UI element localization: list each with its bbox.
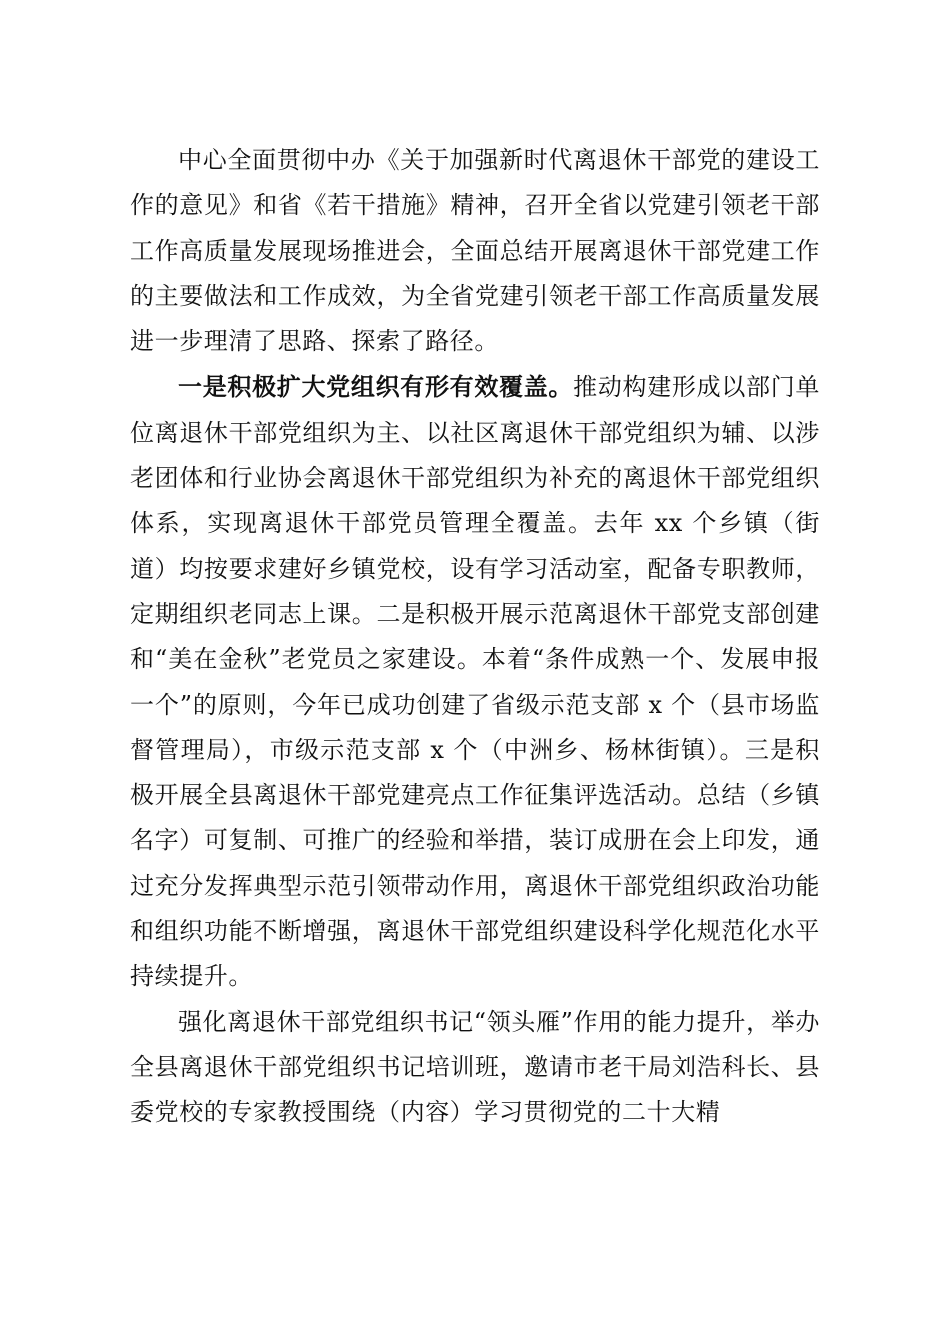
paragraph-coverage-heading: 一是积极扩大党组织有形有效覆盖。 [178,372,574,402]
paragraph-intro [130,138,820,364]
document-body [130,138,820,1136]
paragraph-coverage [130,364,820,999]
paragraph-intro-text: 中心全面贯彻中办《关于加强新时代离退休干部党的建设工作的意见》和省《若干措施》精神，召开全省以党建引领老干部工作高质量发展现场推进会，全面总结开展离退休干部党建工作的主要做法和工作成效，为全省党建引领老干部工作高质量发展进一步理清了思路、探索了路径。 [130,146,820,356]
paragraph-training [130,1000,820,1136]
paragraph-coverage-text: 推动构建形成以部门单位离退休干部党组织为主、以社区离退休干部党组织为辅、以涉老团体和行业协会离退休干部党组织为补充的离退休干部党组织体系，实现离退休干部党员管理全覆盖。去年 xx 个乡镇（街道）均按要求建好乡镇党校，设有学习活动室，配备专职教师，定期组织老同志上课。二是积极开展示范离退休干部党支部创建和“美在金秋”老党员之家建设。本着“条件成熟一个、发展申报一个”的原则，今年已成功创建了省级示范支部 x 个（县市场监督管理局），市级示范支部 x 个（中洲乡、杨林街镇）。三是积极开展全县离退休干部党建亮点工作征集评选活动。总结（乡镇名字）可复制、可推广的经验和举措，装订成册在会上印发，通过充分发挥典型示范引领带动作用，离退休干部党组织政治功能和组织功能不断增强，离退休干部党组织建设科学化规范化水平持续提升。 [130,373,821,991]
paragraph-training-text: 强化离退休干部党组织书记“领头雁”作用的能力提升，举办全县离退休干部党组织书记培训班，邀请市老干局刘浩科长、县委党校的专家教授围绕（内容）学习贯彻党的二十大精 [130,1007,820,1127]
